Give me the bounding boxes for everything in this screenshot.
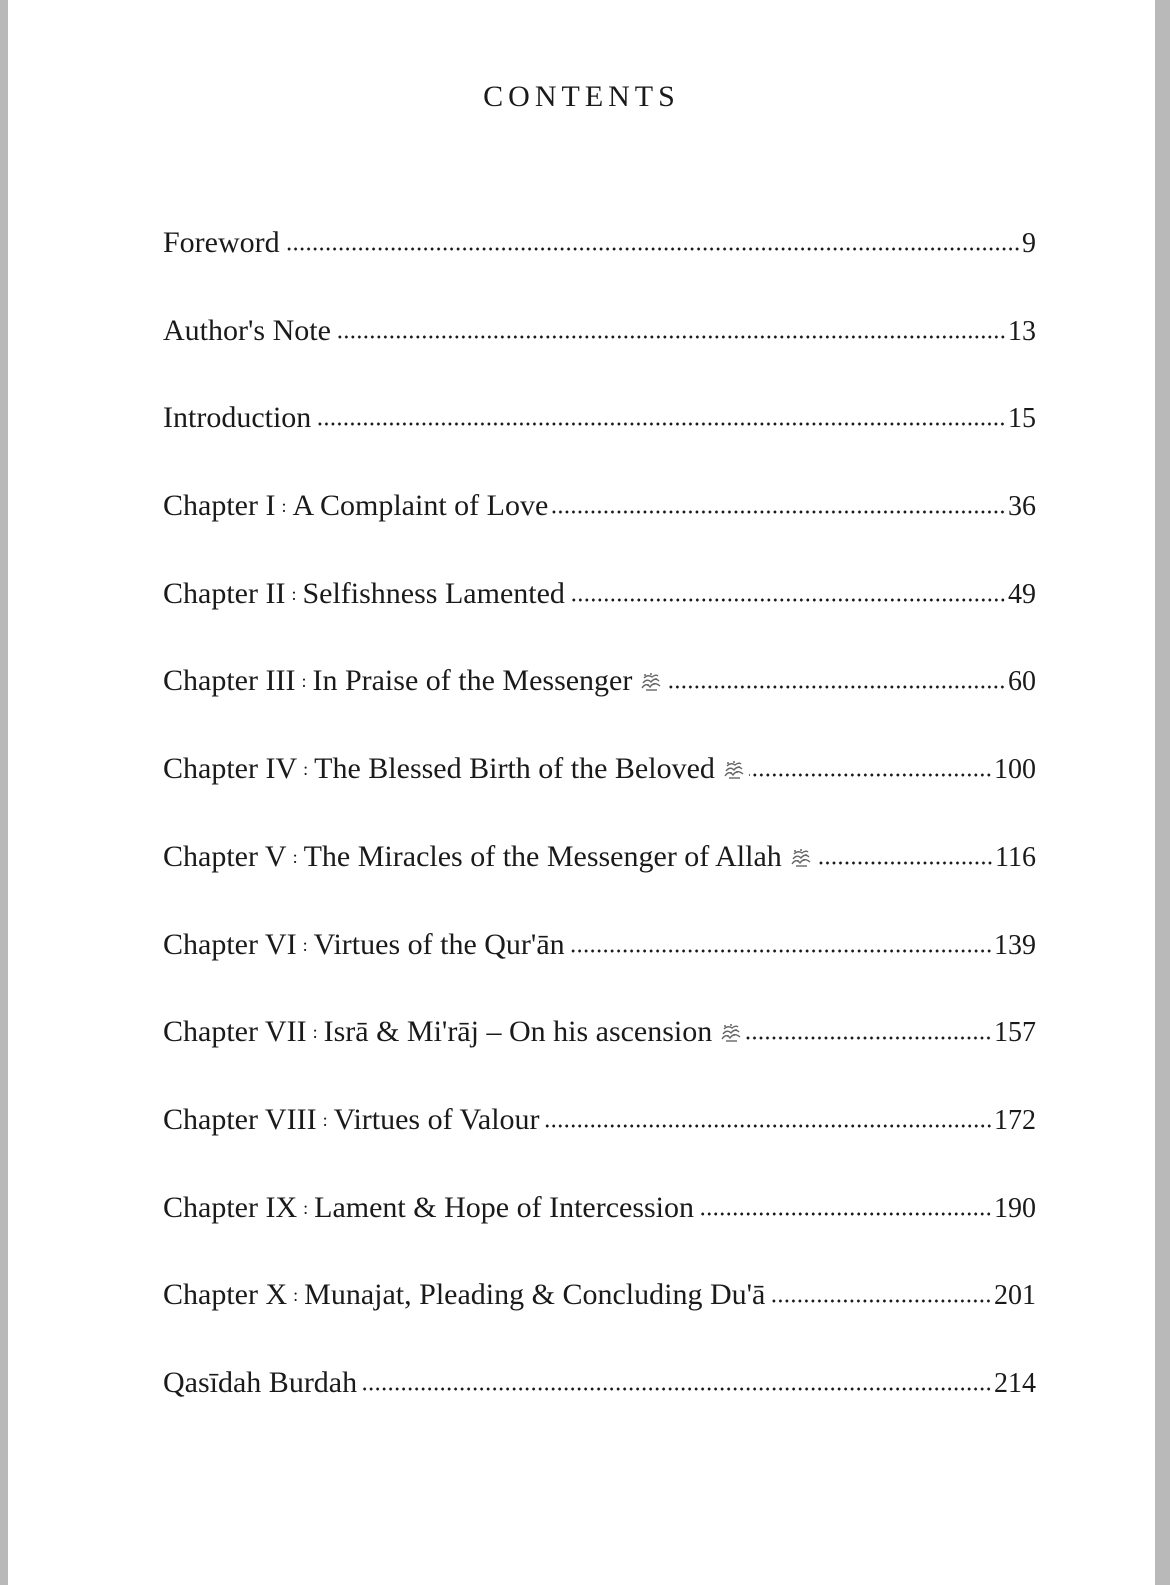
- dot-leader: [746, 1035, 992, 1041]
- toc-entry-4[interactable]: [163, 489, 1036, 577]
- chapter-separator: :: [303, 1197, 309, 1218]
- toc-entry-title: [163, 577, 565, 611]
- chapter-title: Foreword: [163, 226, 280, 259]
- chapter-title: In Praise of the Messenger: [312, 664, 633, 698]
- toc-entry-12[interactable]: [163, 1191, 1036, 1279]
- dot-leader: [569, 948, 992, 954]
- toc-entry-page-number: 172: [994, 1104, 1036, 1136]
- contents-heading: CONTENTS: [483, 80, 680, 113]
- chapter-title: The Miracles of the Messenger of Allah: [303, 839, 782, 873]
- toc-entry-page-number: 13: [1008, 315, 1036, 347]
- toc-entry-page-number: 60: [1008, 666, 1036, 698]
- dot-leader: [315, 421, 1006, 427]
- chapter-number: Chapter II: [163, 576, 286, 610]
- toc-entry-title: [163, 1191, 694, 1225]
- dot-leader: [816, 860, 993, 866]
- chapter-separator: :: [303, 759, 309, 780]
- table-of-contents: [163, 226, 1036, 1454]
- chapter-title: A Complaint of Love: [292, 489, 549, 523]
- chapter-number: Chapter X: [163, 1278, 288, 1312]
- salawat-calligraphy-icon: [640, 672, 662, 692]
- toc-entry-page-number: 190: [994, 1192, 1036, 1224]
- document-page: [8, 0, 1155, 1585]
- chapter-separator: :: [291, 583, 297, 604]
- toc-entry-1[interactable]: [163, 226, 1036, 314]
- chapter-separator: :: [292, 846, 298, 867]
- chapter-title: The Blessed Birth of the Beloved: [314, 752, 715, 786]
- dot-leader: [544, 1123, 992, 1129]
- salawat-calligraphy-icon: [723, 760, 745, 780]
- toc-entry-page-number: 36: [1008, 491, 1036, 523]
- toc-entry-3[interactable]: [163, 401, 1036, 489]
- toc-entry-page-number: 100: [994, 754, 1036, 786]
- chapter-separator: :: [301, 671, 307, 692]
- toc-entry-13[interactable]: [163, 1278, 1036, 1366]
- chapter-separator: :: [302, 934, 308, 955]
- toc-entry-page-number: 15: [1008, 403, 1036, 435]
- chapter-number: Chapter IV: [163, 752, 298, 786]
- dot-leader: [749, 772, 992, 778]
- chapter-number: Chapter VI: [163, 927, 297, 961]
- toc-entry-page-number: 214: [994, 1367, 1036, 1399]
- chapter-number: Chapter V: [163, 839, 287, 873]
- viewer-left-edge: [0, 0, 8, 1585]
- toc-entry-title: [163, 1366, 357, 1400]
- viewer-right-edge: [1155, 0, 1170, 1585]
- chapter-separator: :: [281, 496, 287, 517]
- chapter-title: Lament & Hope of Intercession: [314, 1190, 695, 1224]
- toc-entry-page-number: 9: [1022, 228, 1036, 259]
- chapter-number: Chapter I: [163, 489, 276, 523]
- dot-leader: [361, 1386, 992, 1392]
- toc-entry-11[interactable]: [163, 1103, 1036, 1191]
- toc-entry-page-number: 49: [1008, 578, 1036, 610]
- toc-entry-title: [163, 226, 280, 260]
- chapter-number: Chapter IX: [163, 1190, 298, 1224]
- toc-entry-title: [163, 401, 311, 435]
- toc-entry-8[interactable]: [163, 840, 1036, 928]
- toc-entry-title: [163, 489, 548, 523]
- chapter-title: Munajat, Pleading & Concluding Du'ā: [304, 1278, 766, 1312]
- dot-leader: [769, 1298, 992, 1304]
- toc-entry-title: [163, 928, 565, 962]
- dot-leader: [335, 334, 1006, 340]
- chapter-title: Introduction: [163, 401, 312, 435]
- chapter-title: Virtues of the Qur'ān: [313, 927, 565, 961]
- toc-entry-7[interactable]: [163, 752, 1036, 840]
- chapter-title: Virtues of Valour: [333, 1102, 540, 1136]
- toc-entry-title: [163, 664, 662, 698]
- toc-entry-page-number: 139: [994, 929, 1036, 961]
- chapter-title: Qasīdah Burdah: [163, 1365, 358, 1399]
- dot-leader: [666, 684, 1006, 690]
- chapter-separator: :: [312, 1022, 318, 1043]
- chapter-title: Isrā & Mi'rāj – On his ascension: [323, 1015, 713, 1049]
- chapter-number: Chapter III: [163, 664, 296, 698]
- chapter-title: Selfishness Lamented: [302, 576, 565, 610]
- toc-entry-title: [163, 752, 745, 786]
- toc-entry-5[interactable]: [163, 577, 1036, 665]
- toc-entry-title: [163, 314, 331, 348]
- chapter-number: Chapter VIII: [163, 1102, 317, 1136]
- toc-entry-page-number: 157: [994, 1017, 1036, 1049]
- dot-leader: [698, 1211, 992, 1217]
- toc-entry-6[interactable]: [163, 664, 1036, 752]
- salawat-calligraphy-icon: [790, 848, 812, 868]
- toc-entry-title: [163, 1015, 742, 1049]
- chapter-title: Author's Note: [163, 313, 331, 347]
- chapter-separator: :: [293, 1285, 299, 1306]
- salawat-calligraphy-icon: [720, 1023, 742, 1043]
- toc-entry-9[interactable]: [163, 928, 1036, 1016]
- toc-entry-title: [163, 1278, 765, 1312]
- toc-entry-14[interactable]: [163, 1366, 1036, 1454]
- dot-leader: [284, 246, 1020, 252]
- dot-leader: [552, 509, 1006, 515]
- chapter-separator: :: [322, 1109, 328, 1130]
- toc-entry-page-number: 116: [995, 841, 1036, 873]
- dot-leader: [569, 597, 1006, 603]
- toc-entry-page-number: 201: [994, 1280, 1036, 1312]
- toc-entry-title: [163, 1103, 540, 1137]
- toc-entry-2[interactable]: [163, 314, 1036, 402]
- toc-entry-10[interactable]: [163, 1015, 1036, 1103]
- toc-entry-title: [163, 840, 812, 874]
- chapter-number: Chapter VII: [163, 1015, 307, 1049]
